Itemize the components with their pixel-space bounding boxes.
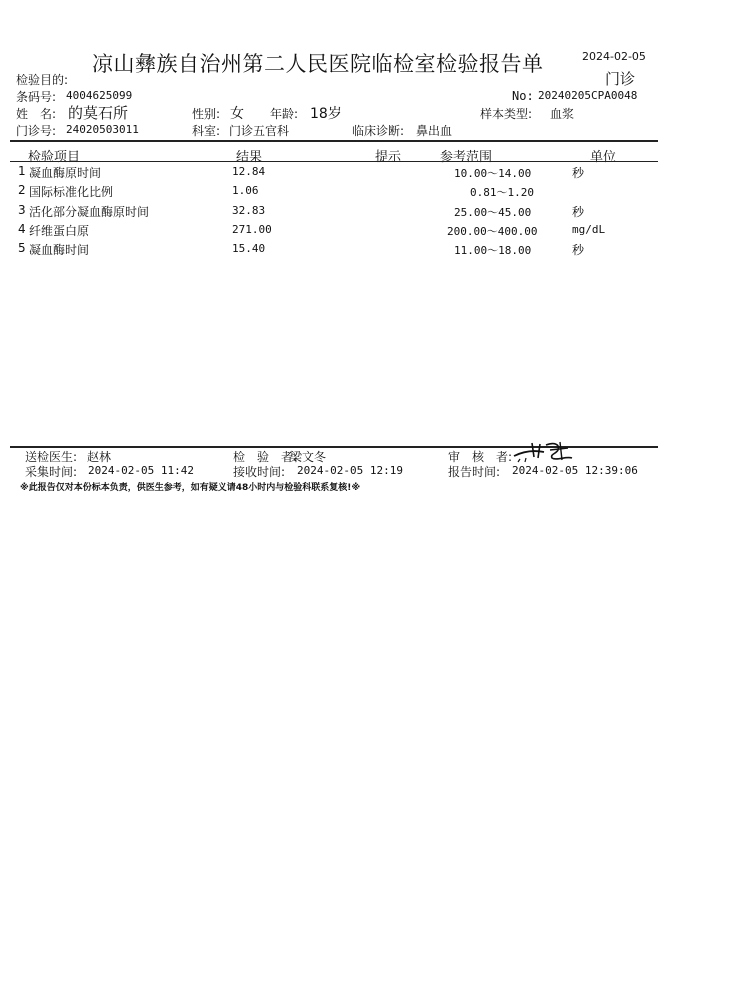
- test-item-name: 国际标准化比例: [29, 185, 114, 199]
- table-row: [0, 183, 750, 202]
- sex-value: 女: [230, 106, 244, 122]
- table-row: [0, 164, 750, 183]
- reference-range: 25.00～45.00: [454, 206, 532, 219]
- column-header-unit: 单位: [590, 150, 617, 165]
- collect-time-label: 采集时间:: [25, 465, 78, 479]
- sex-label: 性别:: [192, 107, 221, 121]
- test-result: 12.84: [232, 165, 266, 178]
- visit-type: 门诊: [605, 70, 636, 88]
- test-result: 32.83: [232, 204, 266, 217]
- collect-time-value: 2024-02-05 11:42: [88, 464, 194, 477]
- department-label: 科室:: [192, 124, 221, 138]
- clinic-no-value: 24020503011: [66, 123, 139, 136]
- reviewer-label: 审 核 者:: [448, 450, 513, 464]
- barcode-label: 条码号:: [16, 90, 57, 104]
- table-row: [0, 222, 750, 241]
- reference-range: 10.00～14.00: [454, 167, 532, 180]
- reference-range: 0.81～1.20: [470, 186, 534, 199]
- name-label: 姓 名:: [16, 107, 57, 121]
- age-value: 18岁: [310, 106, 342, 122]
- report-no-value: 20240205CPA0048: [538, 89, 638, 102]
- test-unit: 秒: [572, 205, 585, 219]
- diagnosis-label: 临床诊断:: [352, 124, 405, 138]
- department-value: 门诊五官科: [229, 124, 290, 138]
- doctor-value: 赵林: [87, 450, 112, 464]
- doctor-label: 送检医生:: [25, 450, 78, 464]
- barcode-value: 4004625099: [66, 89, 133, 102]
- test-unit: mg/dL: [572, 223, 606, 236]
- report-date: 2024-02-05: [582, 50, 646, 63]
- row-index: 5: [18, 241, 26, 255]
- test-result: 271.00: [232, 223, 272, 236]
- reviewer-signature: [510, 438, 580, 464]
- disclaimer-notice: ※此报告仅对本份标本负责，供医生参考，如有疑义请48小时内与检验科联系复核!※: [20, 483, 361, 493]
- test-unit: 秒: [572, 166, 585, 180]
- table-top-rule: [10, 140, 658, 142]
- test-item-name: 凝血酶时间: [29, 243, 90, 257]
- tester-value: 梁文冬: [290, 450, 327, 464]
- reference-range: 11.00～18.00: [454, 244, 532, 257]
- table-header-rule: [10, 161, 658, 162]
- row-index: 1: [18, 164, 26, 178]
- test-item-name: 纤维蛋白原: [29, 224, 90, 238]
- row-index: 3: [18, 203, 26, 217]
- report-no-label: No:: [512, 89, 534, 103]
- reference-range: 200.00～400.00: [447, 225, 538, 238]
- sample-type-value: 血浆: [550, 107, 575, 121]
- column-header-flag: 提示: [375, 150, 402, 165]
- column-header-range: 参考范围: [440, 150, 493, 165]
- test-item-name: 凝血酶原时间: [29, 166, 102, 180]
- table-row: [0, 241, 750, 260]
- receive-time-value: 2024-02-05 12:19: [297, 464, 403, 477]
- report-title: 凉山彝族自治州第二人民医院临检室检验报告单: [92, 52, 544, 76]
- purpose-label: 检验目的:: [16, 73, 69, 87]
- test-result: 1.06: [232, 184, 259, 197]
- test-result: 15.40: [232, 242, 266, 255]
- age-label: 年龄:: [270, 107, 299, 121]
- tester-label: 检 验 者:: [233, 450, 298, 464]
- report-time-value: 2024-02-05 12:39:06: [512, 464, 638, 477]
- row-index: 2: [18, 183, 26, 197]
- column-header-item: 检验项目: [28, 150, 81, 165]
- sample-type-label: 样本类型:: [480, 107, 533, 121]
- table-row: [0, 203, 750, 222]
- row-index: 4: [18, 222, 26, 236]
- report-time-label: 报告时间:: [448, 465, 501, 479]
- test-unit: 秒: [572, 243, 585, 257]
- diagnosis-value: 鼻出血: [416, 124, 453, 138]
- receive-time-label: 接收时间:: [233, 465, 286, 479]
- name-value: 的莫石所: [68, 104, 129, 122]
- column-header-result: 结果: [236, 150, 263, 165]
- clinic-no-label: 门诊号:: [16, 124, 57, 138]
- test-item-name: 活化部分凝血酶原时间: [29, 205, 150, 219]
